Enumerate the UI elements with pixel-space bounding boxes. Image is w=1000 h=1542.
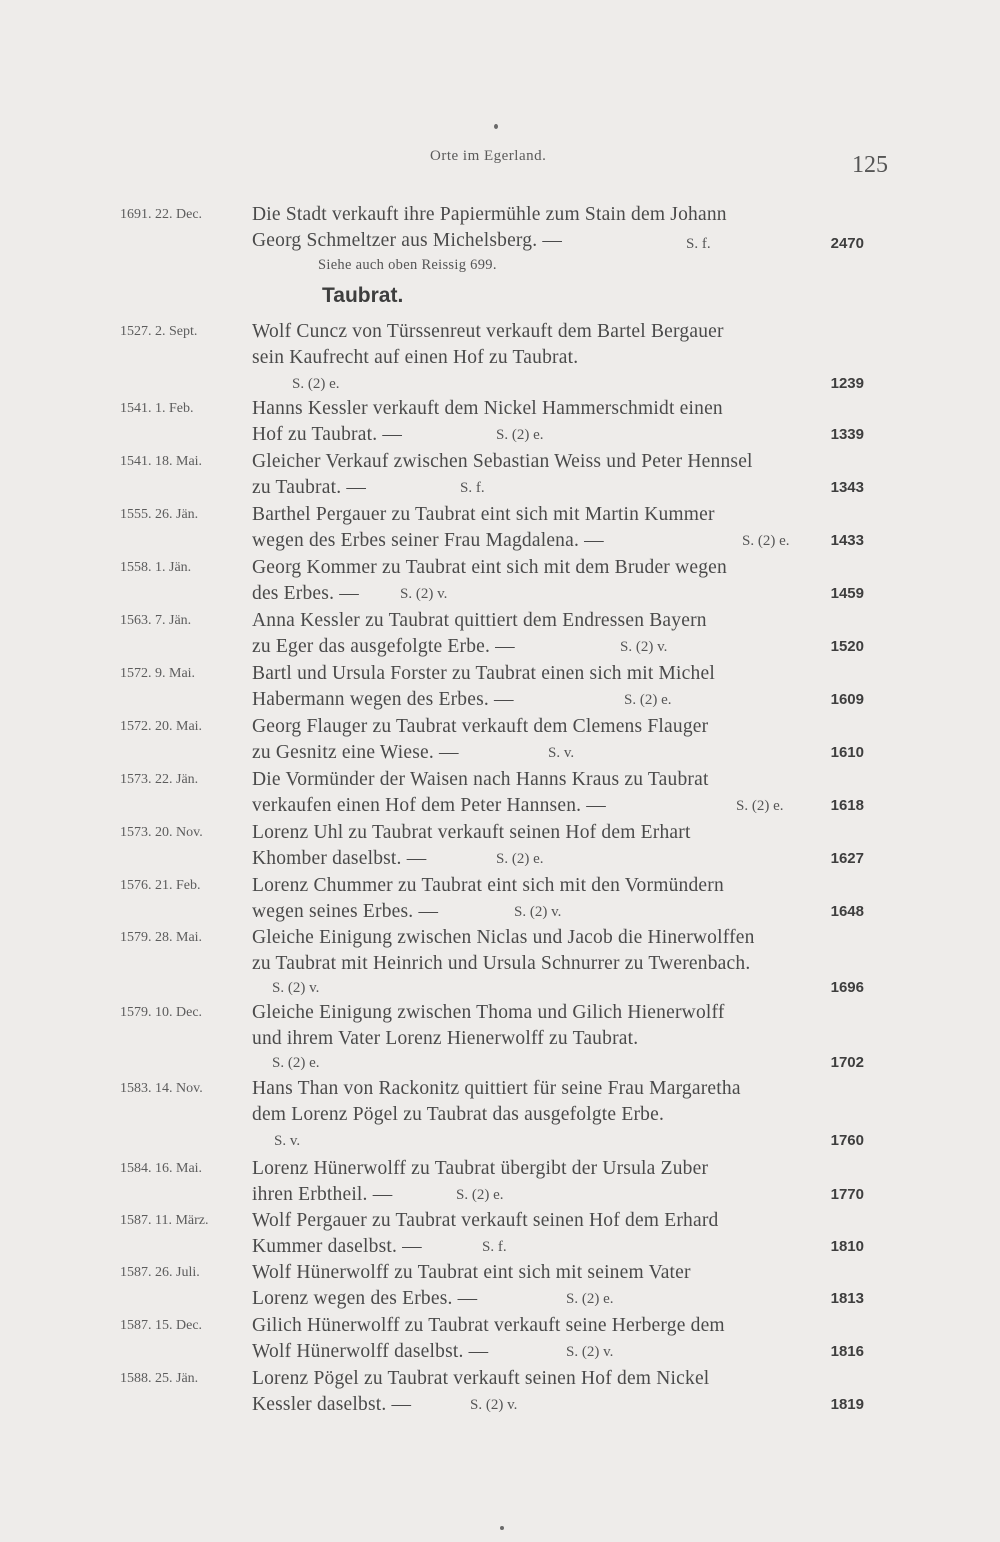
entry-date: 1527. 2. Sept.	[120, 324, 198, 339]
entry-text: Lorenz Hünerwolff zu Taubrat übergibt der Ursula Zuber ihren Erbtheil. —	[252, 1158, 709, 1205]
entry-ref: S. (2) v.	[400, 586, 448, 602]
entry-date: 1576. 21. Feb.	[120, 878, 201, 893]
entry-date: 1541. 1. Feb.	[120, 401, 194, 416]
entry-date: 1583. 14. Nov.	[120, 1081, 203, 1096]
entry-ref: S. (2) e.	[272, 1055, 320, 1071]
entry-ref: S. (2) v.	[620, 639, 668, 655]
entry-date: 1588. 25. Jän.	[120, 1371, 199, 1386]
entry-date: 1587. 15. Dec.	[120, 1318, 203, 1333]
section-heading: Taubrat.	[322, 284, 404, 307]
entry-date: 1558. 1. Jän.	[120, 560, 192, 575]
entry-date: 1579. 10. Dec.	[120, 1005, 203, 1020]
entry-text: Wolf Cuncz von Türssenreut verkauft dem Bartel Bergauer sein Kaufrecht auf einen Hof zu Taubrat.	[252, 321, 724, 368]
entry-text: Wolf Hünerwolff zu Taubrat eint sich mit seinem Vater Lorenz wegen des Erbes. —	[252, 1262, 691, 1309]
entry-date: 1541. 18. Mai.	[120, 454, 203, 469]
entry-number: 1459	[830, 585, 864, 602]
entry-ref: S. (2) v.	[514, 904, 562, 920]
entry-ref: S. (2) e.	[496, 427, 544, 443]
entry-number: 1339	[830, 426, 864, 443]
entry-text: Wolf Pergauer zu Taubrat verkauft seinen Hof dem Erhard Kummer daselbst. —	[252, 1210, 719, 1257]
entry-text: Gilich Hünerwolff zu Taubrat verkauft seine Herberge dem Wolf Hünerwolff daselbst. —	[252, 1315, 725, 1362]
entry-number: 1610	[830, 744, 864, 761]
entry-number: 1760	[830, 1132, 864, 1149]
entry-text: Die Vormünder der Waisen nach Hanns Kraus zu Taubrat verkaufen einen Hof dem Peter Hannsen. —	[252, 769, 709, 816]
entry-text: Gleiche Einigung zwischen Thoma und Gilich Hienerwolff und ihrem Vater Lorenz Hienerwolff zu Taubrat.	[252, 1002, 725, 1049]
entry-ref: S. v.	[274, 1133, 301, 1149]
entry-date: 1555. 26. Jän.	[120, 507, 199, 522]
entry-ref: S. (2) e.	[496, 851, 544, 867]
entry-text: Hans Than von Rackonitz quittiert für seine Frau Margaretha dem Lorenz Pögel zu Taubrat das ausgefolgte Erbe.	[252, 1078, 741, 1125]
entry-ref: S. (2) e.	[736, 798, 784, 814]
running-head: Orte im Egerland.	[430, 148, 547, 164]
entry-date: 1572. 20. Mai.	[120, 719, 203, 734]
entry-text: Gleicher Verkauf zwischen Sebastian Weiss und Peter Hennsel zu Taubrat. —	[252, 451, 753, 498]
entry-text: Anna Kessler zu Taubrat quittiert dem Endressen Bayern zu Eger das ausgefolgte Erbe. —	[252, 610, 707, 657]
entry-text: Lorenz Chummer zu Taubrat eint sich mit den Vormündern wegen seines Erbes. —	[252, 875, 724, 922]
entry-ref: S. f.	[686, 236, 711, 252]
entry-date: 1573. 20. Nov.	[120, 825, 203, 840]
entry-number: 1819	[830, 1396, 864, 1413]
page-number: 125	[852, 152, 888, 178]
entry-number: 1343	[830, 479, 864, 496]
entry-text: Barthel Pergauer zu Taubrat eint sich mit Martin Kummer wegen des Erbes seiner Frau Magdalena. —	[252, 504, 715, 551]
entry-text: Hanns Kessler verkauft dem Nickel Hammerschmidt einen Hof zu Taubrat. —	[252, 398, 723, 445]
entry-number: 2470	[830, 235, 864, 252]
entry-ref: S. (2) v.	[272, 980, 320, 996]
entry-ref: S. f.	[482, 1239, 507, 1255]
entry-date: 1579. 28. Mai.	[120, 930, 203, 945]
entry-number: 1702	[830, 1054, 864, 1071]
print-speck	[500, 1526, 504, 1530]
entry-text: Georg Kommer zu Taubrat eint sich mit dem Bruder wegen des Erbes. —	[252, 557, 727, 604]
entry-ref: S. (2) e.	[624, 692, 672, 708]
entry-text: Bartl und Ursula Forster zu Taubrat einen sich mit Michel Habermann wegen des Erbes. —	[252, 663, 715, 710]
entry-number: 1433	[830, 532, 864, 549]
entry-text: Georg Flauger zu Taubrat verkauft dem Clemens Flauger zu Gesnitz eine Wiese. —	[252, 716, 709, 763]
entry-number: 1627	[830, 850, 864, 867]
cross-reference-note: Siehe auch oben Reissig 699.	[318, 257, 497, 273]
print-speck	[494, 124, 498, 129]
entry-number: 1770	[830, 1186, 864, 1203]
entry-date: 1572. 9. Mai.	[120, 666, 196, 681]
entry-date: 1587. 26. Juli.	[120, 1265, 200, 1280]
entry-ref: S. (2) e.	[566, 1291, 614, 1307]
entry-number: 1520	[830, 638, 864, 655]
entry-number: 1810	[830, 1238, 864, 1255]
entry-ref: S. (2) e.	[292, 376, 340, 392]
entry-date: 1584. 16. Mai.	[120, 1161, 203, 1176]
entry-number: 1609	[830, 691, 864, 708]
entry-ref: S. (2) e.	[456, 1187, 504, 1203]
entry-ref: S. (2) v.	[566, 1344, 614, 1360]
entry-number: 1696	[830, 979, 864, 996]
entry-number: 1618	[830, 797, 864, 814]
entry-text: Gleiche Einigung zwischen Niclas und Jacob die Hinerwolffen zu Taubrat mit Heinrich und Ursula Schnurrer zu Twerenbach.	[252, 927, 755, 974]
entry-date: 1563. 7. Jän.	[120, 613, 192, 628]
entry-text: Lorenz Uhl zu Taubrat verkauft seinen Hof dem Erhart Khomber daselbst. —	[252, 822, 691, 869]
entry-date: 1691. 22. Dec.	[120, 207, 203, 222]
entry-number: 1239	[830, 375, 864, 392]
entry-number: 1816	[830, 1343, 864, 1360]
entry-number: 1648	[830, 903, 864, 920]
entry-ref: S. v.	[548, 745, 575, 761]
entry-number: 1813	[830, 1290, 864, 1307]
entry-ref: S. (2) e.	[742, 533, 790, 549]
entry-ref: S. (2) v.	[470, 1397, 518, 1413]
entry-ref: S. f.	[460, 480, 485, 496]
entry-date: 1587. 11. März.	[120, 1213, 209, 1228]
entry-text: Lorenz Pögel zu Taubrat verkauft seinen Hof dem Nickel Kessler daselbst. —	[252, 1368, 710, 1415]
entry-date: 1573. 22. Jän.	[120, 772, 199, 787]
entry-text: Die Stadt verkauft ihre Papiermühle zum Stain dem Johann Georg Schmeltzer aus Michelsberg. —	[252, 204, 727, 251]
